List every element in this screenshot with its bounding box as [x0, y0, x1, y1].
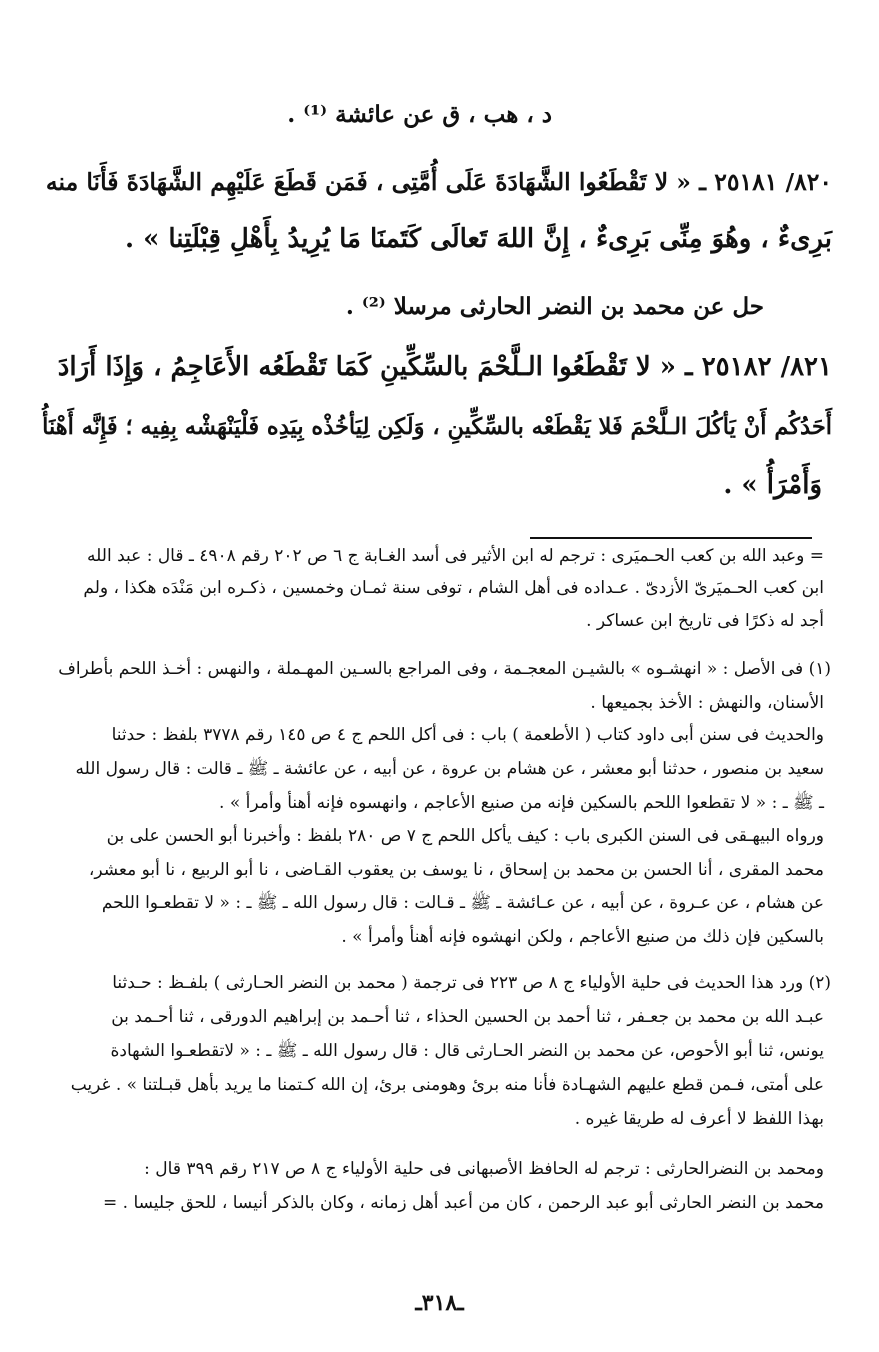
- footnote-line: سعيد بن منصور ، حدثنا أبو معشر ، عن هشام بن عروة ، عن أبيه ، عن عائشة ـ ﷺ ـ قالت : قال رسول الله: [75, 759, 824, 779]
- footnote-line: ورواه البيهـقى فى السنن الكبرى باب : كيف يأكل اللحم ج ٧ ص ٢٨٠ بلفظ : وأخبرنا أبو الحسن على بن: [106, 826, 824, 846]
- footnote-line: بالسكين فإن ذلك من صنيع الأعاجم ، ولكن انهشوه فإنه أهنأ وأمرأ » .: [341, 927, 824, 947]
- footnote-line: أجد له ذكرًا فى تاريخ ابن عساكر .: [586, 611, 824, 631]
- footnote-line: يونس، ثنا أبو الأحوص، عن محمد بن النضر الحـارثى قال : قال رسول الله ـ ﷺ ـ : « لاتقطعـوا الشهادة: [110, 1041, 824, 1061]
- footnote-line: = وعبد الله بن كعب الحـميَرى : ترجم له ابن الأثير فى أسد الغـابة ج ٦ ص ٢٠٢ رقم ٤٩٠٨ ـ قال : عبد الله: [87, 546, 824, 566]
- source-line-1: د ، هب ، ق عن عائشة ⁽¹⁾ .: [287, 101, 552, 128]
- footnote-line: محمد المقرى ، أنا الحسن بن محمد بن إسحاق ، نا يوسف بن يعقوب القـاضى ، نا أبو الربيع ، نا أبو معشر،: [88, 860, 824, 880]
- footnote-line: الأسنان، والنهش : الأخذ بجميعها .: [590, 693, 824, 713]
- source-line-2: حل عن محمد بن النضر الحارثى مرسلا ⁽²⁾ .: [345, 293, 764, 320]
- footnote-line: بهذا اللفظ لا أعرف له طريقا غيره .: [574, 1109, 824, 1129]
- footnote-separator: [530, 537, 812, 539]
- page-number: ـ٣١٨ـ: [415, 1290, 464, 1316]
- footnote-line: ومحمد بن النضرالحارثى : ترجم له الحافظ الأصبهانى فى حلية الأولياء ج ٨ ص ٢١٧ رقم ٣٩٩ قال :: [144, 1159, 824, 1179]
- footnote-line: (١) فى الأصل : « انهشـوه » بالشيـن المعجـمة ، وفى المراجع بالسـين المهـملة ، والنهس : أخـذ اللحم بأطراف: [58, 659, 831, 679]
- hadith-820-line-2: بَرِىءٌ ، وهُوَ مِنِّى بَرِىءٌ ، إِنَّ اللهَ تَعالَى كَتَمنَا مَا يُرِيدُ بِأَهْلِ قِبْلَتِنا » .: [124, 224, 832, 254]
- footnote-line: محمد بن النضر الحارثى أبو عبد الرحمن ، كان من أعبد أهل زمانه ، وكان بالذكر أنيسا ، للحق جليسا . =: [103, 1193, 824, 1213]
- footnote-line: (٢) ورد هذا الحديث فى حلية الأولياء ج ٨ ص ٢٢٣ فى ترجمة ( محمد بن النضر الحـارثى ) بلفـظ : حـدثنا: [112, 973, 831, 993]
- hadith-821-line-1: ٨٢١/ ٢٥١٨٢ ـ « لا تَقْطَعُوا الـلَّحْمَ بالسِّكِّينِ كَمَا تَقْطَعُه الأَعَاجِمُ ، وَإِذَا أَرَادَ: [57, 352, 832, 382]
- hadith-821-line-2: أَحَدُكُم أَنْ يَأكُلَ الـلَّحْمَ فَلا يَقْطَعْه بالسِّكِّينِ ، وَلَكِن لِيَأخُذْه بِيَدِه فَلْيَنْهَشْه بِفِيه ؛ فَإِنَّه أَهْنَأُ: [42, 414, 832, 440]
- footnote-line: عن هشام ، عن عـروة ، عن أبيه ، عن عـائشة ـ ﷺ ـ قـالت : قال رسول الله ـ ﷺ ـ : « لا تقطعـوا اللحم: [101, 893, 824, 913]
- footnote-line: والحديث فى سنن أبى داود كتاب ( الأطعمة ) باب : فى أكل اللحم ج ٤ ص ١٤٥ رقم ٣٧٧٨ بلفظ : حدثنا: [111, 725, 824, 745]
- hadith-821-line-3: وَأَمْرَأُ » .: [723, 470, 822, 500]
- footnote-line: ـ ﷺ ـ : « لا تقطعوا اللحم بالسكين فإنه من صنيع الأعاجم ، وانهسوه فإنه أهنأ وأمرأ » .: [219, 793, 824, 813]
- footnote-line: ابن كعب الحـميَرىّ الأزدىّ . عـداده فى أهل الشام ، توفى سنة ثمـان وخمسين ، ذكـره ابن مَنْدَه هكذا ، ولم: [83, 578, 824, 598]
- footnote-line: على أمتى، فـمن قطع عليهم الشهـادة فأنا منه برئ وهومنى برئ، إن الله كـتمنا ما يريد بأهل قبـلتنا » . غريب: [70, 1075, 824, 1095]
- footnote-line: عبـد الله بن محمد بن جعـفر ، ثنا أحمد بن الحسين الحذاء ، ثنا أحـمد بن إبراهيم الدورقى ، ثنا أحـمد بن: [111, 1007, 824, 1027]
- hadith-820-line-1: ٨٢٠/ ٢٥١٨١ ـ « لا تَقْطَعُوا الشَّهَادَةَ عَلَى أُمَّتِى ، فَمَن قَطَعَ عَلَيْهِم الشَّهَادَةَ فَأَنَا منه: [45, 168, 832, 196]
